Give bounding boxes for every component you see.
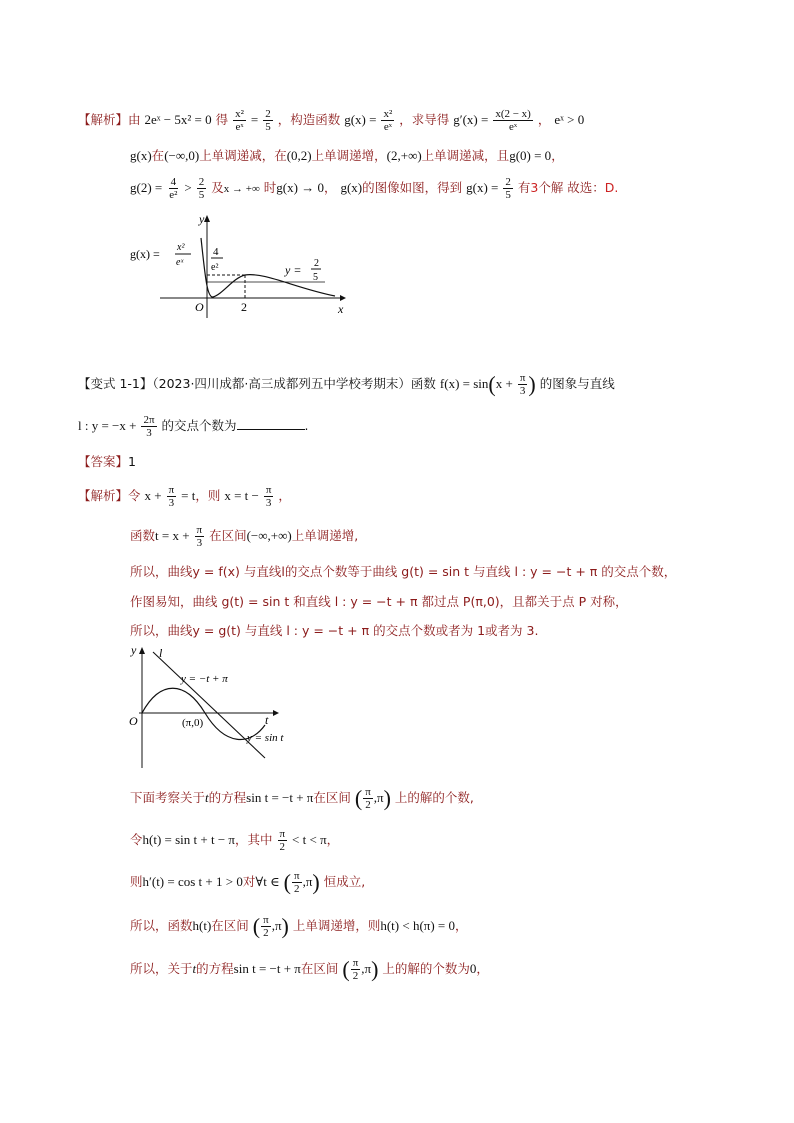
equation: 2eˣ − 5x² = 0 — [144, 112, 212, 127]
sin-label: y = sin t — [247, 732, 284, 744]
analysis-line-1: 【解析】由 2eˣ − 5x² = 0 得 $\frac{\text{x²}}{\text{eˣ}}$ = $\frac{2}{5}$ ，构造函数 g(x) = $\frac{\text{x²}}{\text{eˣ}}$ ，求导得 g′(x) = $\frac{x(2 - x)}{\text{eˣ}}$ ， eˣ > 0 — [78, 108, 585, 133]
peak-num: 4 — [213, 246, 219, 258]
consider-line: 下面考察关于t的方程sin t = −t + π在区间 ( $\frac{\pi}{2}$ ,π) 上的解的个数, — [130, 785, 474, 811]
origin-label: O — [195, 300, 204, 314]
answer-value: 1 — [128, 454, 136, 469]
variant-line-2: l : y = −x + $\frac{2\pi}{3}$ 的交点个数为 . — [78, 414, 309, 439]
variant-source: （2023·四川成都·高三成都列五中学校考期末） — [152, 376, 411, 391]
line-eq-label: y = −t + π — [181, 673, 228, 685]
solution-line-3: 所以，曲线y = f(x) 与直线l的交点个数等于曲线 g(t) = sin t 与直线 l : y = −t + π 的交点个数， — [130, 564, 677, 579]
text: 由 — [128, 112, 141, 127]
origin-label: O — [129, 714, 138, 728]
analysis-tag: 【解析】 — [78, 112, 129, 127]
y-label: y — [199, 212, 205, 226]
point-label: (π,0) — [182, 717, 204, 729]
equation: eˣ > 0 — [554, 112, 585, 127]
answer-line — [78, 452, 136, 470]
func-label: g(x) = — [130, 247, 160, 261]
line-num: 2 — [314, 258, 319, 269]
fraction-2-5: $\frac{2}{5}$ — [265, 108, 271, 133]
line-den: 5 — [313, 272, 318, 283]
fraction-2-5-c: $\frac{2}{5}$ — [505, 176, 511, 201]
func-den: eˣ — [176, 257, 184, 268]
derivative-line: 则h′(t) = cos t + 1 > 0对∀t ∈ ( $\frac{\pi}{2}$ ,π) 恒成立, — [130, 869, 366, 895]
x-axis-arrow — [340, 295, 346, 301]
peak-den: e² — [211, 262, 219, 273]
analysis-line-2: g(x)在(−∞,0)上单调递减，在(0,2)上单调递增，(2,+∞)上单调递减，且g(0) = 0， — [130, 148, 564, 163]
solution-line-4: 作图易知，曲线 g(t) = sin t 和直线 l : y = −t + π 都过点 P(π,0)，且都关于点 P 对称， — [130, 594, 628, 609]
y-label: y — [131, 643, 137, 657]
variant-header: 【变式 1-1】（2023·四川成都·高三成都列五中学校考期末）函数 f(x) = sin(x + $\frac{\pi}{3}$ ) 的图象与直线 — [78, 371, 615, 397]
t-label: t — [265, 713, 269, 727]
text: ， — [537, 112, 551, 127]
analysis-line-3: g(2) = $\frac{4}{\text{e²}}$ > $\frac{2}{5}$ 及x → +∞ 时g(x) → 0， g(x)的图像如图，得到 g(x) = $\frac{2}{5}$ 有3个解 故选：D. — [130, 176, 619, 201]
line-label: y = — [285, 263, 302, 277]
variant-tag: 【变式 1-1】 — [78, 376, 153, 391]
monotone-line: 所以，函数h(t)在区间 ( $\frac{\pi}{2}$ ,π) 上单调递增，则h(t) < h(π) = 0， — [130, 913, 468, 939]
fraction-x2-ex-b: $\frac{\text{x²}}{\text{eˣ}}$ — [383, 108, 393, 133]
result-line: 所以，关于t的方程sin t = −t + π在区间 ( $\frac{\pi}{2}$ ,π) 上的解的个数为0， — [130, 956, 489, 982]
t-axis-arrow — [273, 710, 279, 716]
x-label: x — [338, 302, 344, 316]
graph-g-of-x — [125, 210, 355, 320]
y-axis-arrow — [139, 647, 145, 654]
l-label: l — [159, 646, 163, 660]
fraction-pi-3: $\frac{\pi}{3}$ — [519, 372, 526, 397]
answer-blank[interactable] — [237, 417, 305, 430]
fraction-2-5-b: $\frac{2}{5}$ — [198, 176, 205, 201]
text: ，构造函数 — [277, 112, 341, 127]
fraction-2pi-3: $\frac{2\pi}{3}$ — [143, 414, 155, 439]
fraction-x2-ex: $\frac{\text{x²}}{\text{eˣ}}$ — [235, 108, 244, 133]
y-axis-arrow — [204, 215, 210, 222]
func-num: x² — [177, 242, 185, 253]
graph-sin-line — [125, 640, 295, 770]
answer-tag: 【答案】 — [78, 454, 129, 469]
tick-2: 2 — [241, 300, 247, 314]
fraction-4-e2: $\frac{4}{\text{e²}}$ — [169, 176, 178, 201]
text: ，求导得 — [399, 112, 450, 127]
solution-line-2: 函数t = x + $\frac{\pi}{3}$ 在区间(−∞,+∞)上单调递增, — [130, 524, 359, 549]
solution-line-5: 所以，曲线y = g(t) 与直线 l : y = −t + π 的交点个数或者为 1或者为 3. — [130, 623, 539, 638]
define-h-line: 令h(t) = sin t + t − π，其中 $\frac{\pi}{2}$ < t < π， — [130, 828, 340, 853]
solution-line-1: 【解析】令 x + $\frac{\pi}{3}$ = t，则 x = t − $\frac{\pi}{3}$ ， — [78, 484, 291, 509]
text: 得 — [215, 112, 229, 127]
fraction-derivative: $\frac{x(2 - x)}{\text{eˣ}}$ — [495, 108, 531, 133]
